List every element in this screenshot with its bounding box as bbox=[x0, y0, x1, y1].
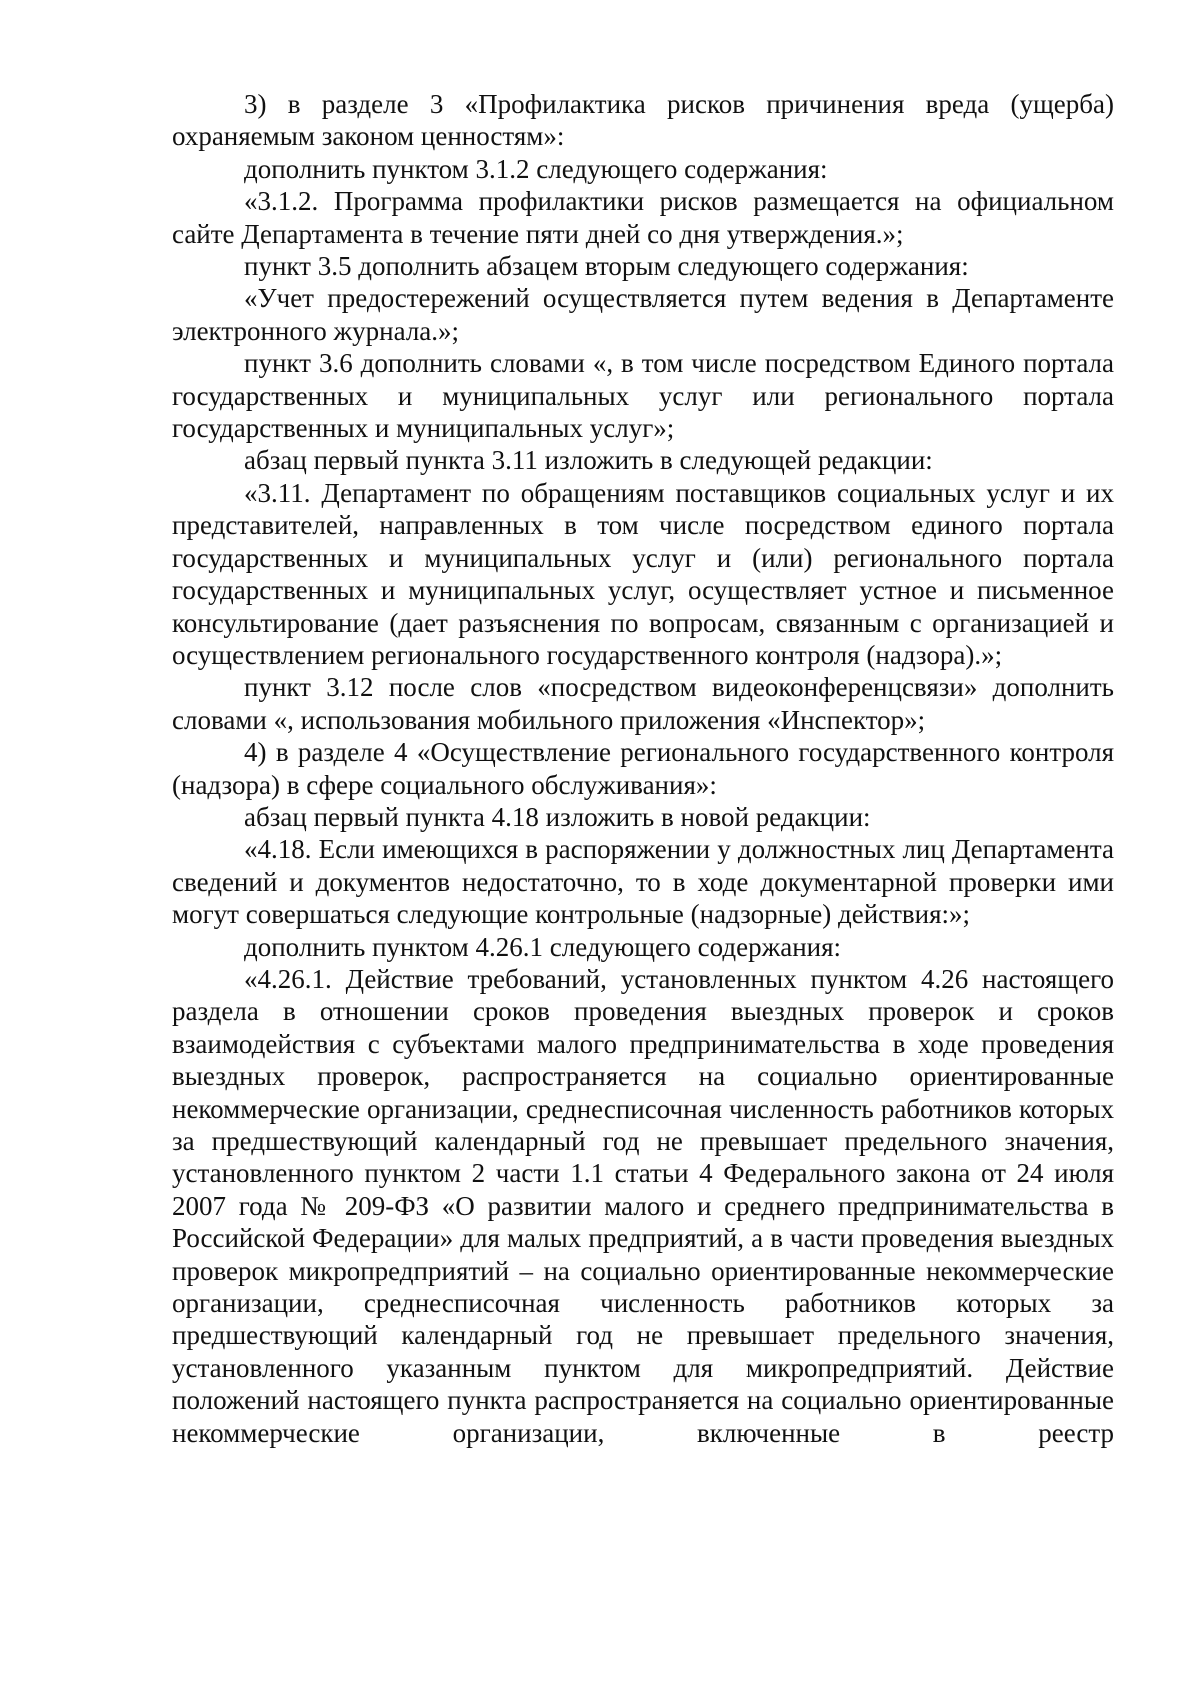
paragraph-add-3-12: пункт 3.12 после слов «посредством видеоконференцсвязи» дополнить словами «, использования мобильного приложения «Инспектор»; bbox=[172, 672, 1114, 735]
paragraph-edit-3-11: абзац первый пункта 3.11 изложить в следующей редакции: bbox=[244, 445, 933, 476]
paragraph-add-3-6: пункт 3.6 дополнить словами «, в том числе посредством Единого портала государственных и муниципальных услуг или регионального портала государственных и муниципальных услуг»; bbox=[172, 348, 1114, 444]
document-page bbox=[172, 88, 1114, 1449]
paragraph-text-3-1-2: «3.1.2. Программа профилактики рисков размещается на официальном сайте Департамента в течение пяти дней со дня утверждения.»; bbox=[172, 186, 1114, 249]
paragraph-add-4-26-1: дополнить пунктом 4.26.1 следующего содержания: bbox=[244, 931, 842, 962]
paragraph-section-3-intro: 3) в разделе 3 «Профилактика рисков причинения вреда (ущерба) охраняемым законом ценностям»: bbox=[172, 89, 1114, 152]
paragraph-text-3-11: «3.11. Департамент по обращениям поставщиков социальных услуг и их представителей, направленных в том числе посредством единого портала государственных и муниципальных услуг и (или) регионального портала государственных и муниципальных услуг, осуществляет устное и письменное консультирование (дает разъяснения по вопросам, связанным с организацией и осуществлением регионального государственного контроля (надзора).»; bbox=[172, 477, 1114, 670]
paragraph-text-4-18: «4.18. Если имеющихся в распоряжении у должностных лиц Департамента сведений и документов недостаточно, то в ходе документарной проверки ими могут совершаться следующие контрольные (надзорные) действия:»; bbox=[172, 834, 1114, 930]
paragraph-section-4-intro: 4) в разделе 4 «Осуществление регионального государственного контроля (надзора) в сфере социального обслуживания»: bbox=[172, 737, 1114, 800]
paragraph-add-3-1-2: дополнить пунктом 3.1.2 следующего содержания: bbox=[244, 153, 828, 184]
paragraph-text-4-26-1: «4.26.1. Действие требований, установленных пунктом 4.26 настоящего раздела в отношении сроков проведения выездных проверок и сроков взаимодействия с субъектами малого предпринимательства в ходе проведения выездных проверок, распространяется на социально ориентированные некоммерческие организации, среднесписочная численность работников которых за предшествующий календарный год не превышает предельного значения, установленного пунктом 2 части 1.1 статьи 4 Федерального закона от 24 июля 2007 года № 209-ФЗ «О развитии малого и среднего предпринимательства в Российской Федерации» для малых предприятий, а в части проведения выездных проверок микропредприятий – на социально ориентированные некоммерческие организации, среднесписочная численность работников которых за предшествующий календарный год не превышает предельного значения, установленного указанным пунктом для микропредприятий. Действие положений настоящего пункта распространяется на социально ориентированные некоммерческие организации, включенные в реестр bbox=[172, 963, 1114, 1448]
paragraph-text-3-5: «Учет предостережений осуществляется путем ведения в Департаменте электронного журнала.»; bbox=[172, 283, 1114, 346]
paragraph-edit-4-18: абзац первый пункта 4.18 изложить в новой редакции: bbox=[244, 801, 871, 832]
paragraph-add-3-5: пункт 3.5 дополнить абзацем вторым следующего содержания: bbox=[244, 251, 969, 282]
